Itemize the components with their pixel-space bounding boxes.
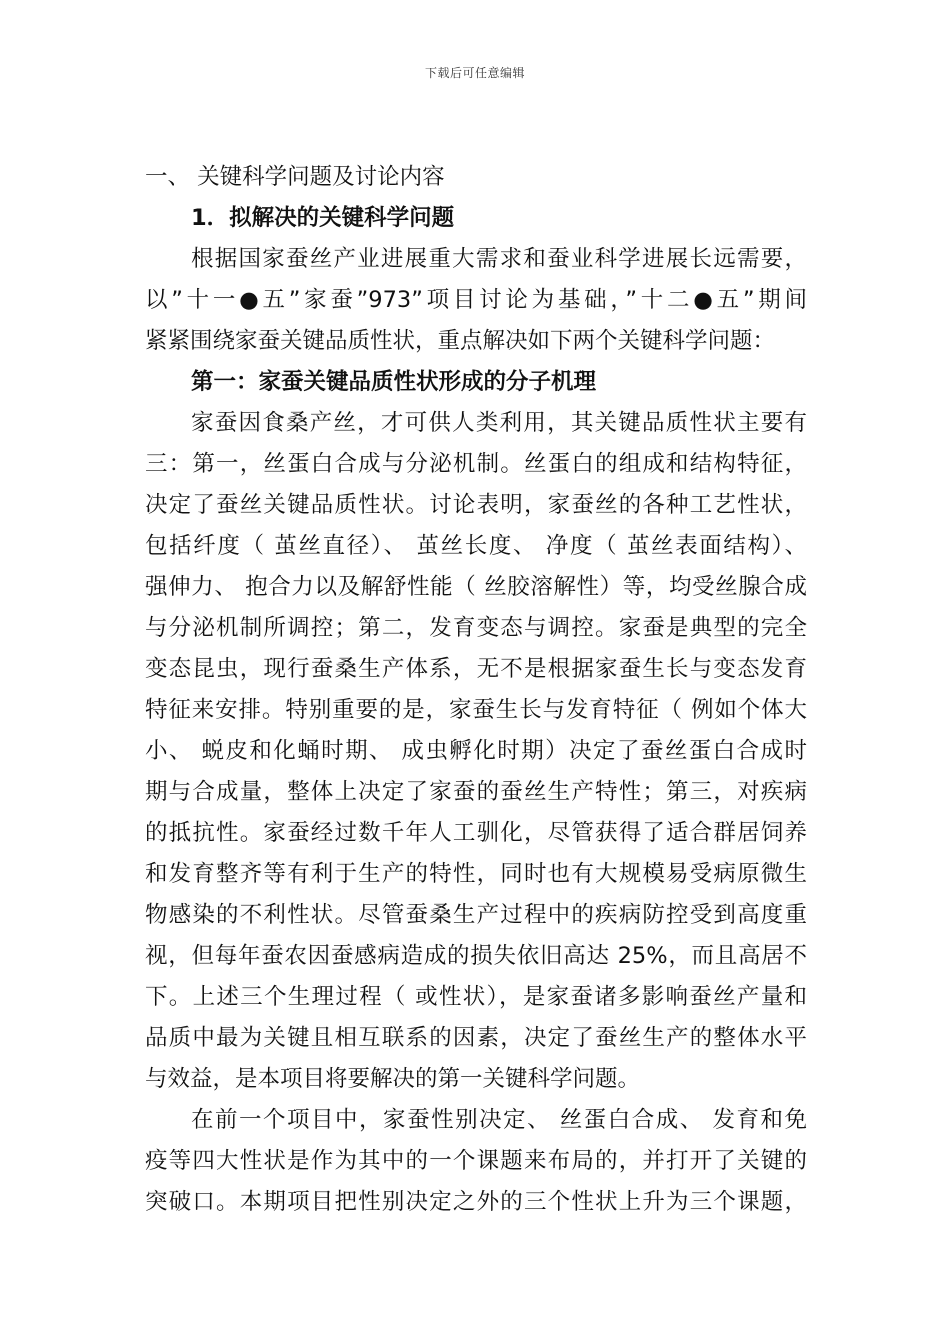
paragraph-line: 小、 蜕皮和化蛹时期、 成虫孵化时期）决定了蚕丝蛋白合成时 (145, 738, 807, 764)
paragraph-line: 家蚕因食桑产丝，才可供人类利用，其关键品质性状主要有 (191, 410, 807, 436)
paragraph-line: 的抵抗性。家蚕经过数千年人工驯化，尽管获得了适合群居饲养 (145, 820, 807, 846)
paragraph-line: 决定了蚕丝关键品质性状。讨论表明，家蚕丝的各种工艺性状， (145, 492, 807, 518)
paragraph-line: 品质中最为关键且相互联系的因素，决定了蚕丝生产的整体水平 (145, 1025, 807, 1051)
paragraph-line: 包括纤度（ 茧丝直径）、 茧丝长度、 净度（ 茧丝表面结构）、 (145, 533, 807, 559)
paragraph-line: 疫等四大性状是作为其中的一个课题来布局的，并打开了关键的 (145, 1148, 807, 1174)
subsection-heading: 1．拟解决的关键科学问题 (191, 205, 455, 231)
paragraph-line: 特征来安排。特别重要的是，家蚕生长与发育特征（ 例如个体大 (145, 697, 807, 723)
document-body (145, 157, 807, 1223)
paragraph-line: 期与合成量，整体上决定了家蚕的蚕丝生产特性；第三，对疾病 (145, 779, 807, 805)
paragraph-line: 视，但每年蚕农因蚕感病造成的损失依旧高达 25%，而且高居不 (145, 943, 807, 969)
problem-heading: 第一：家蚕关键品质性状形成的分子机理 (191, 369, 597, 395)
paragraph-line: 突破口。本期项目把性别决定之外的三个性状上升为三个课题， (145, 1189, 807, 1215)
paragraph-line: 紧紧围绕家蚕关键品质性状，重点解决如下两个关键科学问题： (145, 328, 776, 354)
paragraph-line: 下。上述三个生理过程（ 或性状），是家蚕诸多影响蚕丝产量和 (145, 984, 807, 1010)
paragraph-line: 变态昆虫，现行蚕桑生产体系，无不是根据家蚕生长与变态发育 (145, 656, 807, 682)
paragraph-line: 以”十一●五”家蚕”973”项目讨论为基础，”十二●五”期间 (145, 287, 807, 313)
paragraph-line: 与效益，是本项目将要解决的第一关键科学问题。 (145, 1066, 641, 1092)
paragraph-line: 与分泌机制所调控；第二，发育变态与调控。家蚕是典型的完全 (145, 615, 807, 641)
paragraph-line: 强伸力、 抱合力以及解舒性能（ 丝胶溶解性）等，均受丝腺合成 (145, 574, 807, 600)
paragraph-line: 在前一个项目中，家蚕性别决定、 丝蛋白合成、 发育和免 (191, 1107, 807, 1133)
section-heading: 一、 关键科学问题及讨论内容 (145, 164, 445, 190)
paragraph-line: 根据国家蚕丝产业进展重大需求和蚕业科学进展长远需要， (191, 246, 807, 272)
paragraph-line: 和发育整齐等有利于生产的特性，同时也有大规模易受病原微生 (145, 861, 807, 887)
paragraph-line: 物感染的不利性状。尽管蚕桑生产过程中的疾病防控受到高度重 (145, 902, 807, 928)
paragraph-line: 三：第一，丝蛋白合成与分泌机制。丝蛋白的组成和结构特征， (145, 451, 807, 477)
page-header: 下载后可任意编辑 (424, 66, 525, 80)
